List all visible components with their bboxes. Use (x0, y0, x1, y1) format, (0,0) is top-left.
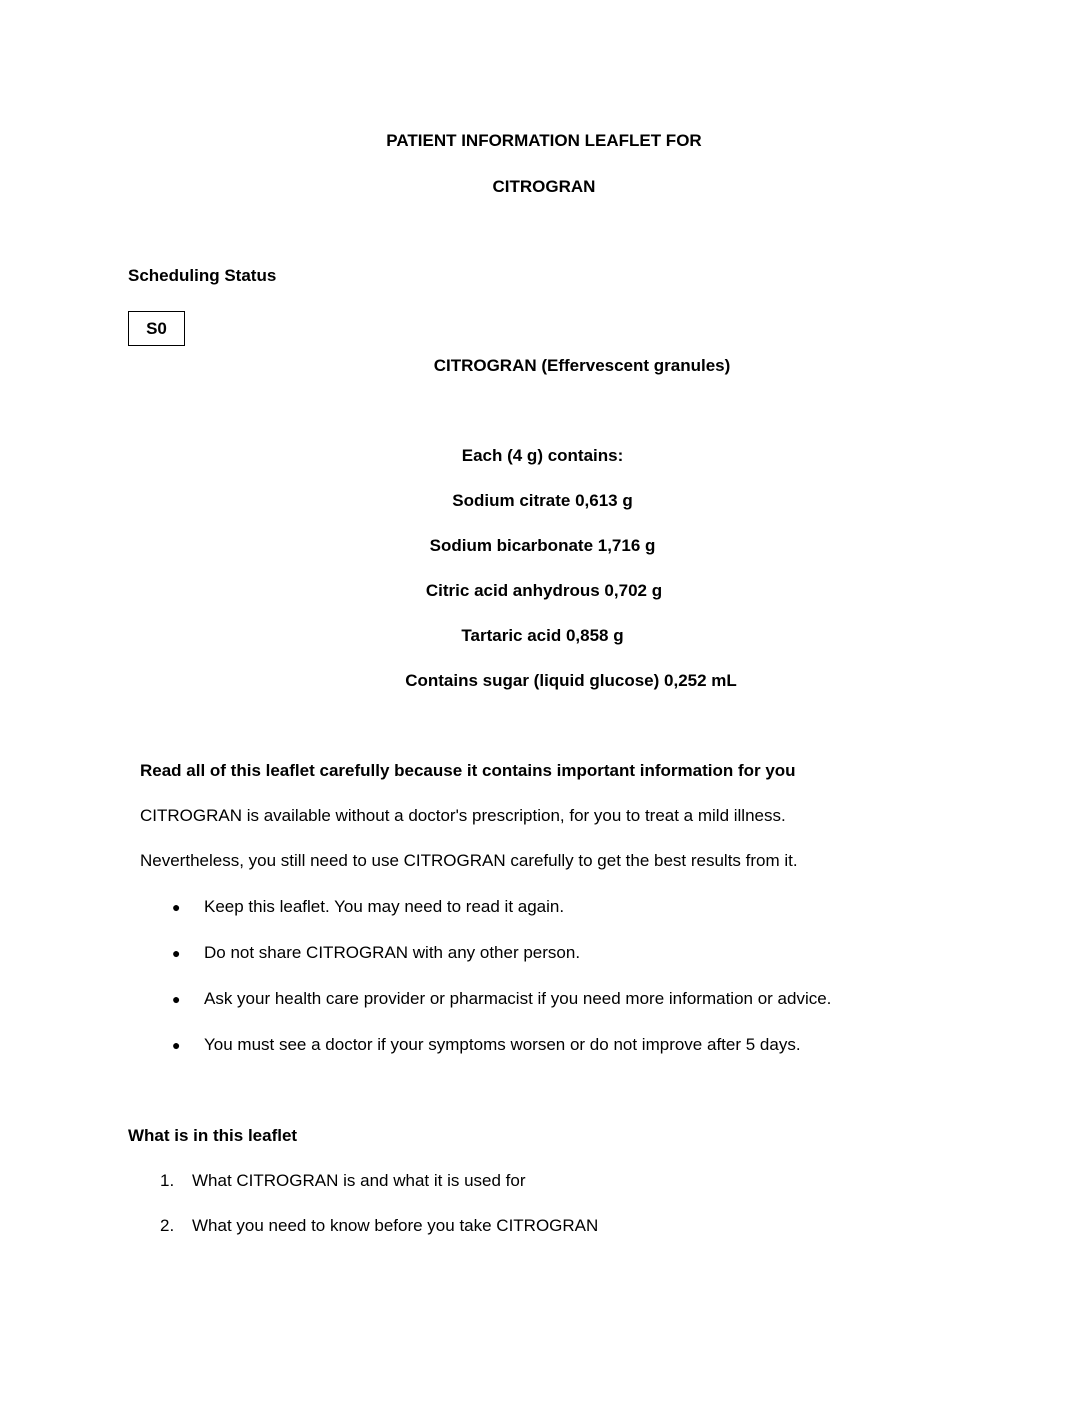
read-heading: Read all of this leaflet carefully because it contains important information for you (140, 761, 796, 780)
product-name: CITROGRAN (Effervescent granules) (433, 356, 731, 375)
schedule-box: S0 (128, 311, 185, 346)
composition-line: Sodium citrate 0,613 g (452, 491, 633, 510)
list-number: 1. (160, 1171, 175, 1190)
paragraph: CITROGRAN is available without a doctor's prescription, for you to treat a mild illness. (140, 806, 786, 825)
composition-line: Citric acid anhydrous 0,702 g (425, 581, 663, 600)
list-item: What CITROGRAN is and what it is used for (192, 1171, 526, 1190)
title-product: CITROGRAN (492, 177, 596, 196)
scheduling-heading: Scheduling Status (128, 266, 277, 285)
bullet-item: Do not share CITROGRAN with any other person. (204, 943, 581, 962)
bullet-icon: ● (172, 945, 181, 961)
composition-line: Each (4 g) contains: (461, 446, 624, 465)
list-item: What you need to know before you take CITROGRAN (192, 1216, 599, 1235)
bullet-icon: ● (172, 1037, 181, 1053)
bullet-icon: ● (172, 991, 181, 1007)
list-number: 2. (160, 1216, 175, 1235)
title: PATIENT INFORMATION LEAFLET FOR (386, 131, 702, 150)
bullet-item: You must see a doctor if your symptoms worsen or do not improve after 5 days. (204, 1035, 801, 1054)
paragraph: Nevertheless, you still need to use CITROGRAN carefully to get the best results from it. (140, 851, 798, 870)
bullet-icon: ● (172, 899, 181, 915)
composition-line: Contains sugar (liquid glucose) 0,252 mL (405, 671, 737, 690)
bullet-item: Ask your health care provider or pharmacist if you need more information or advice. (204, 989, 832, 1008)
composition-line: Tartaric acid 0,858 g (461, 626, 624, 645)
contents-heading: What is in this leaflet (128, 1126, 298, 1145)
bullet-item: Keep this leaflet. You may need to read it again. (204, 897, 565, 916)
composition-line: Sodium bicarbonate 1,716 g (429, 536, 656, 555)
